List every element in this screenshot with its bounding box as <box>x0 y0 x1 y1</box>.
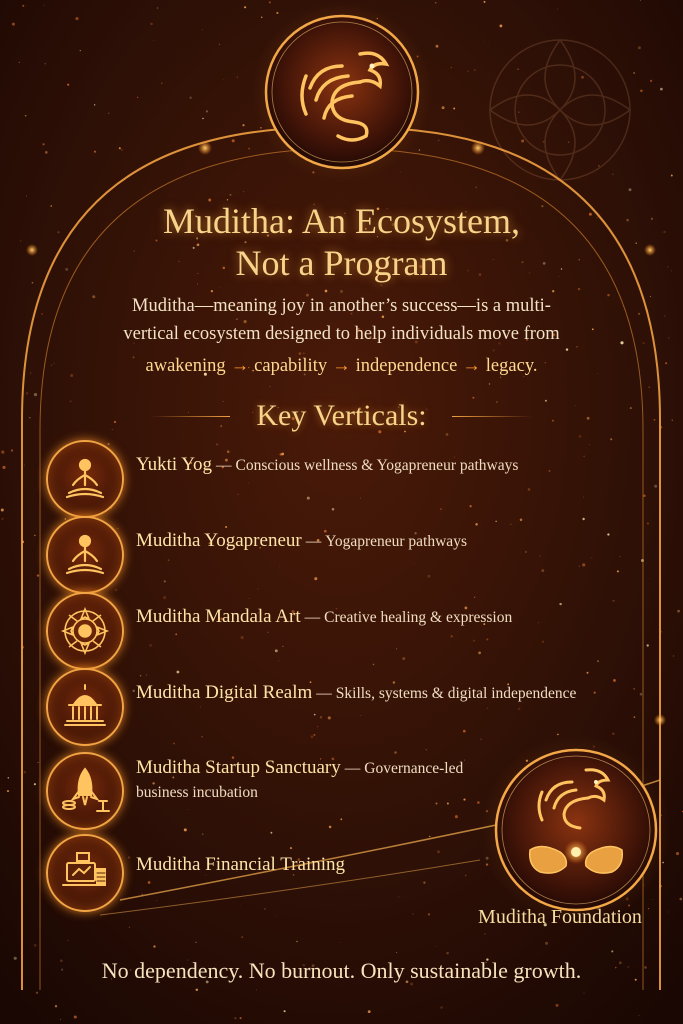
sparkle <box>184 828 187 831</box>
sparkle <box>22 5 24 7</box>
sparkle <box>55 1005 57 1007</box>
sparkle <box>241 936 243 938</box>
sparkle <box>423 881 425 883</box>
vertical-item <box>136 606 636 628</box>
vertical-description: Creative healing & expression <box>324 609 513 626</box>
sparkle <box>153 40 154 41</box>
sparkle <box>673 655 674 656</box>
sparkle <box>268 632 269 633</box>
sparkle <box>647 522 649 524</box>
sparkle <box>206 110 208 112</box>
key-verticals-heading: Key Verticals: <box>256 399 427 432</box>
sparkle <box>150 23 153 26</box>
sparkle <box>137 97 138 98</box>
sparkle <box>654 485 657 488</box>
path-step: capability <box>254 356 328 376</box>
sparkle <box>244 6 246 8</box>
vertical-description: Conscious wellness & Yogapreneur pathways <box>235 457 519 474</box>
sparkle <box>520 519 523 522</box>
sparkle <box>45 151 48 154</box>
sparkle <box>157 7 159 9</box>
sparkle <box>219 287 220 288</box>
dash-separator: — <box>316 685 332 702</box>
sparkle <box>495 521 496 522</box>
sparkle <box>60 1019 61 1020</box>
sparkle <box>290 847 292 849</box>
sparkle <box>282 646 283 647</box>
sparkle <box>2 466 5 469</box>
sparkle <box>679 898 682 901</box>
sparkle <box>320 716 322 718</box>
sparkle <box>620 341 623 344</box>
sparkle <box>36 992 38 994</box>
sparkle <box>216 443 218 445</box>
sparkle <box>517 69 519 71</box>
vertical-name: Yukti Yog <box>136 454 213 475</box>
page-title <box>0 200 683 284</box>
title-line-2: Not a Program <box>235 243 448 283</box>
sparkle <box>426 749 427 750</box>
sparkle <box>173 743 175 745</box>
sparkle <box>117 528 118 529</box>
sparkle <box>74 1016 77 1019</box>
sparkle <box>26 392 29 395</box>
sparkle <box>437 850 440 853</box>
vertical-name: Muditha Yogapreneur <box>136 530 302 551</box>
sparkle <box>429 836 430 837</box>
sparkle <box>34 783 36 785</box>
sparkle <box>201 736 203 738</box>
sparkle <box>284 1010 286 1012</box>
vertical-icon-badge <box>46 834 124 912</box>
sparkle <box>270 832 272 834</box>
sparkle <box>11 449 13 451</box>
path-step: independence <box>355 356 458 376</box>
sparkle <box>633 72 634 73</box>
sparkle <box>37 574 39 576</box>
sparkle <box>1 509 4 512</box>
sparkle <box>276 12 278 14</box>
sparkle <box>41 313 43 315</box>
vertical-icon-badge <box>46 440 124 518</box>
vertical-name: Muditha Startup Sanctuary <box>136 757 341 778</box>
sparkle <box>488 41 489 42</box>
sparkle <box>665 362 667 364</box>
sparkle <box>612 174 613 175</box>
sparkle <box>428 913 430 915</box>
sparkle <box>660 88 663 91</box>
sparkle <box>638 313 640 315</box>
sparkle <box>396 649 397 650</box>
capitol-building-icon <box>57 679 113 735</box>
sparkle <box>539 555 540 556</box>
sparkle <box>589 444 590 445</box>
intro-line-1: Muditha—meaning joy in another’s success—is a multi- <box>132 296 551 316</box>
sparkle <box>275 649 278 652</box>
sparkle <box>311 735 314 738</box>
sparkle <box>582 563 585 566</box>
path-step: legacy. <box>485 356 538 376</box>
sparkle <box>43 5 44 6</box>
sparkle <box>545 942 548 945</box>
sparkle <box>368 1010 371 1013</box>
vertical-description: Skills, systems & digital independence <box>335 685 577 702</box>
dash-separator: — <box>305 533 322 550</box>
sparkle <box>652 899 653 900</box>
sparkle <box>592 558 593 559</box>
sparkle <box>438 140 440 142</box>
sparkle <box>261 17 263 19</box>
sparkle <box>248 482 249 483</box>
sparkle <box>648 386 650 388</box>
sparkle <box>227 450 230 453</box>
sparkle <box>581 76 584 79</box>
sparkle <box>394 751 397 754</box>
sparkle <box>583 993 584 994</box>
sparkle <box>373 664 375 666</box>
sparkle <box>80 50 81 51</box>
sparkle <box>668 337 670 339</box>
sparkle <box>256 989 257 990</box>
sparkle <box>296 941 297 942</box>
sparkle <box>195 942 196 943</box>
sparkle <box>451 635 453 637</box>
sparkle <box>26 196 27 197</box>
meditating-figure-icon <box>57 451 113 507</box>
sparkle <box>189 97 191 99</box>
sparkle <box>487 708 488 709</box>
sparkle <box>402 657 405 660</box>
sparkle <box>241 636 244 639</box>
sparkle <box>361 715 362 716</box>
sparkle <box>557 734 559 736</box>
sparkle <box>94 104 95 105</box>
sparkle <box>1 518 3 520</box>
sparkle <box>200 706 201 707</box>
sparkle <box>269 386 270 387</box>
title-line-1: Muditha: An Ecosystem, <box>163 201 520 241</box>
sparkle <box>658 656 659 657</box>
sparkle <box>279 660 280 661</box>
sparkle <box>163 596 166 599</box>
sparkle <box>455 815 458 818</box>
sparkle <box>396 952 397 953</box>
sparkle <box>481 739 482 740</box>
sparkle <box>257 588 258 589</box>
arrow-icon: → <box>230 356 250 376</box>
meditating-figure-icon <box>57 527 113 583</box>
path-step: awakening <box>145 356 226 376</box>
sparkle <box>30 373 31 374</box>
sparkle <box>483 42 484 43</box>
sparkle <box>518 708 521 711</box>
sparkle <box>240 906 241 907</box>
vertical-icon-badge <box>46 592 124 670</box>
vertical-icon-badge <box>46 668 124 746</box>
sparkle <box>610 438 612 440</box>
sparkle <box>475 187 477 189</box>
sparkle <box>650 296 651 297</box>
sparkle <box>440 1006 442 1008</box>
sparkle <box>67 84 69 86</box>
sparkle <box>24 771 26 773</box>
sparkle <box>307 497 310 500</box>
sparkle <box>188 809 189 810</box>
sparkle <box>264 908 266 910</box>
sparkle <box>225 526 227 528</box>
sparkle <box>25 115 27 117</box>
vertical-item <box>136 682 636 704</box>
sparkle <box>467 71 468 72</box>
sparkle <box>332 508 335 511</box>
intro-line-2: vertical ecosystem designed to help individuals move from <box>123 324 560 344</box>
sparkle <box>360 498 361 499</box>
sparkle <box>671 175 673 177</box>
sparkle <box>156 900 157 901</box>
sparkle <box>640 693 643 696</box>
vertical-item <box>136 454 636 476</box>
sparkle <box>451 67 452 68</box>
sparkle <box>164 580 166 582</box>
sparkle <box>579 566 580 567</box>
sparkle <box>149 644 152 647</box>
vertical-name: Muditha Digital Realm <box>136 682 313 703</box>
sparkle <box>677 610 680 613</box>
sparkle <box>249 598 250 599</box>
vertical-description-continued: business incubation <box>136 784 258 801</box>
sparkle <box>510 524 511 525</box>
sparkle <box>557 9 558 10</box>
sparkle <box>7 790 9 792</box>
sparkle <box>543 141 545 143</box>
sparkle <box>243 191 244 192</box>
sparkle <box>587 672 589 674</box>
sparkle <box>582 518 584 520</box>
sparkle <box>541 569 544 572</box>
sparkle <box>474 597 475 598</box>
sparkle <box>634 716 636 718</box>
sparkle <box>486 638 488 640</box>
sparkle <box>611 950 613 952</box>
vertical-name: Muditha Mandala Art <box>136 606 301 627</box>
sparkle <box>202 118 203 119</box>
sparkle <box>161 83 162 84</box>
sparkle <box>314 577 317 580</box>
sparkle <box>518 112 519 113</box>
rocket-coins-icon <box>57 763 113 819</box>
sparkle <box>75 17 78 20</box>
sparkle <box>381 285 382 286</box>
sparkle <box>578 288 580 290</box>
sparkle <box>65 518 66 519</box>
sparkle <box>237 77 238 78</box>
sparkle <box>568 141 570 143</box>
sparkle <box>94 151 96 153</box>
sparkle <box>8 777 9 778</box>
sparkle <box>650 80 652 82</box>
arrow-icon: → <box>332 356 351 376</box>
sparkle <box>442 106 445 109</box>
sparkle <box>34 393 37 396</box>
sparkle <box>238 494 239 495</box>
dragon-emblem-icon <box>282 36 402 148</box>
sparkle <box>175 633 177 635</box>
dash-separator: — <box>344 760 361 777</box>
vertical-item <box>136 530 636 552</box>
intro-paragraph <box>70 292 613 380</box>
journey-path <box>70 352 613 380</box>
footer-tagline: No dependency. No burnout. Only sustainable growth. <box>101 958 582 983</box>
sparkle <box>521 140 524 143</box>
sparkle <box>140 675 141 676</box>
dash-separator: — <box>304 609 321 626</box>
sparkle <box>436 45 439 48</box>
sparkle <box>68 940 69 941</box>
sparkle <box>643 342 645 344</box>
sparkle <box>612 733 614 735</box>
sparkle <box>51 365 52 366</box>
sparkle <box>419 149 420 150</box>
sparkle <box>559 603 561 605</box>
sparkle <box>146 674 147 675</box>
sparkle <box>446 952 449 955</box>
sparkle <box>428 575 431 578</box>
sparkle <box>528 488 531 491</box>
sparkle <box>42 143 44 145</box>
vertical-icon-badge <box>46 516 124 594</box>
sparkle <box>453 108 455 110</box>
sparkle <box>230 194 232 196</box>
sparkle <box>643 494 646 497</box>
sparkle <box>412 913 413 914</box>
sparkle <box>435 946 436 947</box>
sparkle <box>202 833 204 835</box>
mandala-icon <box>57 603 113 659</box>
sparkle <box>45 63 46 64</box>
sparkle <box>414 563 415 564</box>
sparkle <box>34 944 37 947</box>
vertical-icon-badge <box>46 752 124 830</box>
sparkle <box>475 523 477 525</box>
sparkle <box>153 945 155 947</box>
sparkle <box>639 1015 640 1016</box>
sparkle <box>647 644 649 646</box>
foundation-label: Muditha Foundation <box>478 906 642 928</box>
sparkle <box>276 915 277 916</box>
sparkle <box>177 671 180 674</box>
sparkle <box>107 443 109 445</box>
sparkle <box>542 641 544 643</box>
sparkle <box>597 660 599 662</box>
sparkle <box>473 640 475 642</box>
sparkle <box>202 29 203 30</box>
sparkle <box>583 497 584 498</box>
sparkle <box>329 826 332 829</box>
sparkle <box>328 716 331 719</box>
sparkle <box>463 730 466 733</box>
vertical-description: Yogapreneur pathways <box>325 533 467 550</box>
sparkle <box>111 508 112 509</box>
sparkle <box>269 1 271 3</box>
sparkle <box>12 23 15 26</box>
sparkle <box>148 881 151 884</box>
sparkle <box>340 942 341 943</box>
sparkle <box>620 556 621 557</box>
sparkle <box>129 927 130 928</box>
sparkle <box>196 989 198 991</box>
sparkle <box>168 559 170 561</box>
sparkle <box>38 762 39 763</box>
dragon-hands-emblem-icon <box>516 760 636 890</box>
sparkle <box>664 315 665 316</box>
vertical-description: Governance-led <box>364 760 464 777</box>
sparkle <box>469 505 471 507</box>
sparkle <box>248 148 250 150</box>
sparkle <box>234 1017 236 1019</box>
sparkle <box>617 570 619 572</box>
sparkle <box>598 165 599 166</box>
sparkle <box>435 2 436 3</box>
sparkle <box>640 90 643 93</box>
sparkle <box>53 363 55 365</box>
dash-separator: — <box>216 457 232 474</box>
sparkle <box>579 435 582 438</box>
sparkle <box>314 714 316 716</box>
sparkle <box>132 690 134 692</box>
sparkle <box>223 79 224 80</box>
sparkle <box>121 149 123 151</box>
sparkle <box>119 147 121 149</box>
sparkle <box>474 69 475 70</box>
sparkle <box>128 856 130 858</box>
sparkle <box>555 1004 558 1007</box>
sparkle <box>240 1017 242 1019</box>
sparkle <box>313 734 315 736</box>
sparkle <box>489 383 490 384</box>
sparkle <box>232 139 235 142</box>
sparkle <box>108 113 109 114</box>
sparkle <box>676 852 679 855</box>
sparkle <box>638 46 641 49</box>
sparkle <box>484 933 485 934</box>
sparkle <box>279 566 280 567</box>
sparkle <box>613 600 615 602</box>
sparkle <box>484 1 486 3</box>
sparkle <box>340 818 342 820</box>
sparkle <box>34 535 35 536</box>
sparkle <box>242 124 244 126</box>
sparkle <box>1 451 4 454</box>
arrow-icon: → <box>462 356 481 376</box>
sparkle <box>440 508 442 510</box>
sparkle <box>400 172 401 173</box>
laptop-finance-icon <box>57 845 113 901</box>
sparkle <box>317 726 319 728</box>
sparkle <box>478 652 481 655</box>
sparkle <box>328 877 329 878</box>
sparkle <box>115 589 118 592</box>
sparkle <box>19 62 20 63</box>
sparkle <box>499 24 502 27</box>
sparkle <box>398 896 399 897</box>
sparkle <box>219 44 220 45</box>
sparkle <box>629 188 632 191</box>
sparkle <box>650 578 651 579</box>
vertical-name: Muditha Financial Training <box>136 854 345 875</box>
sparkle <box>24 465 25 466</box>
